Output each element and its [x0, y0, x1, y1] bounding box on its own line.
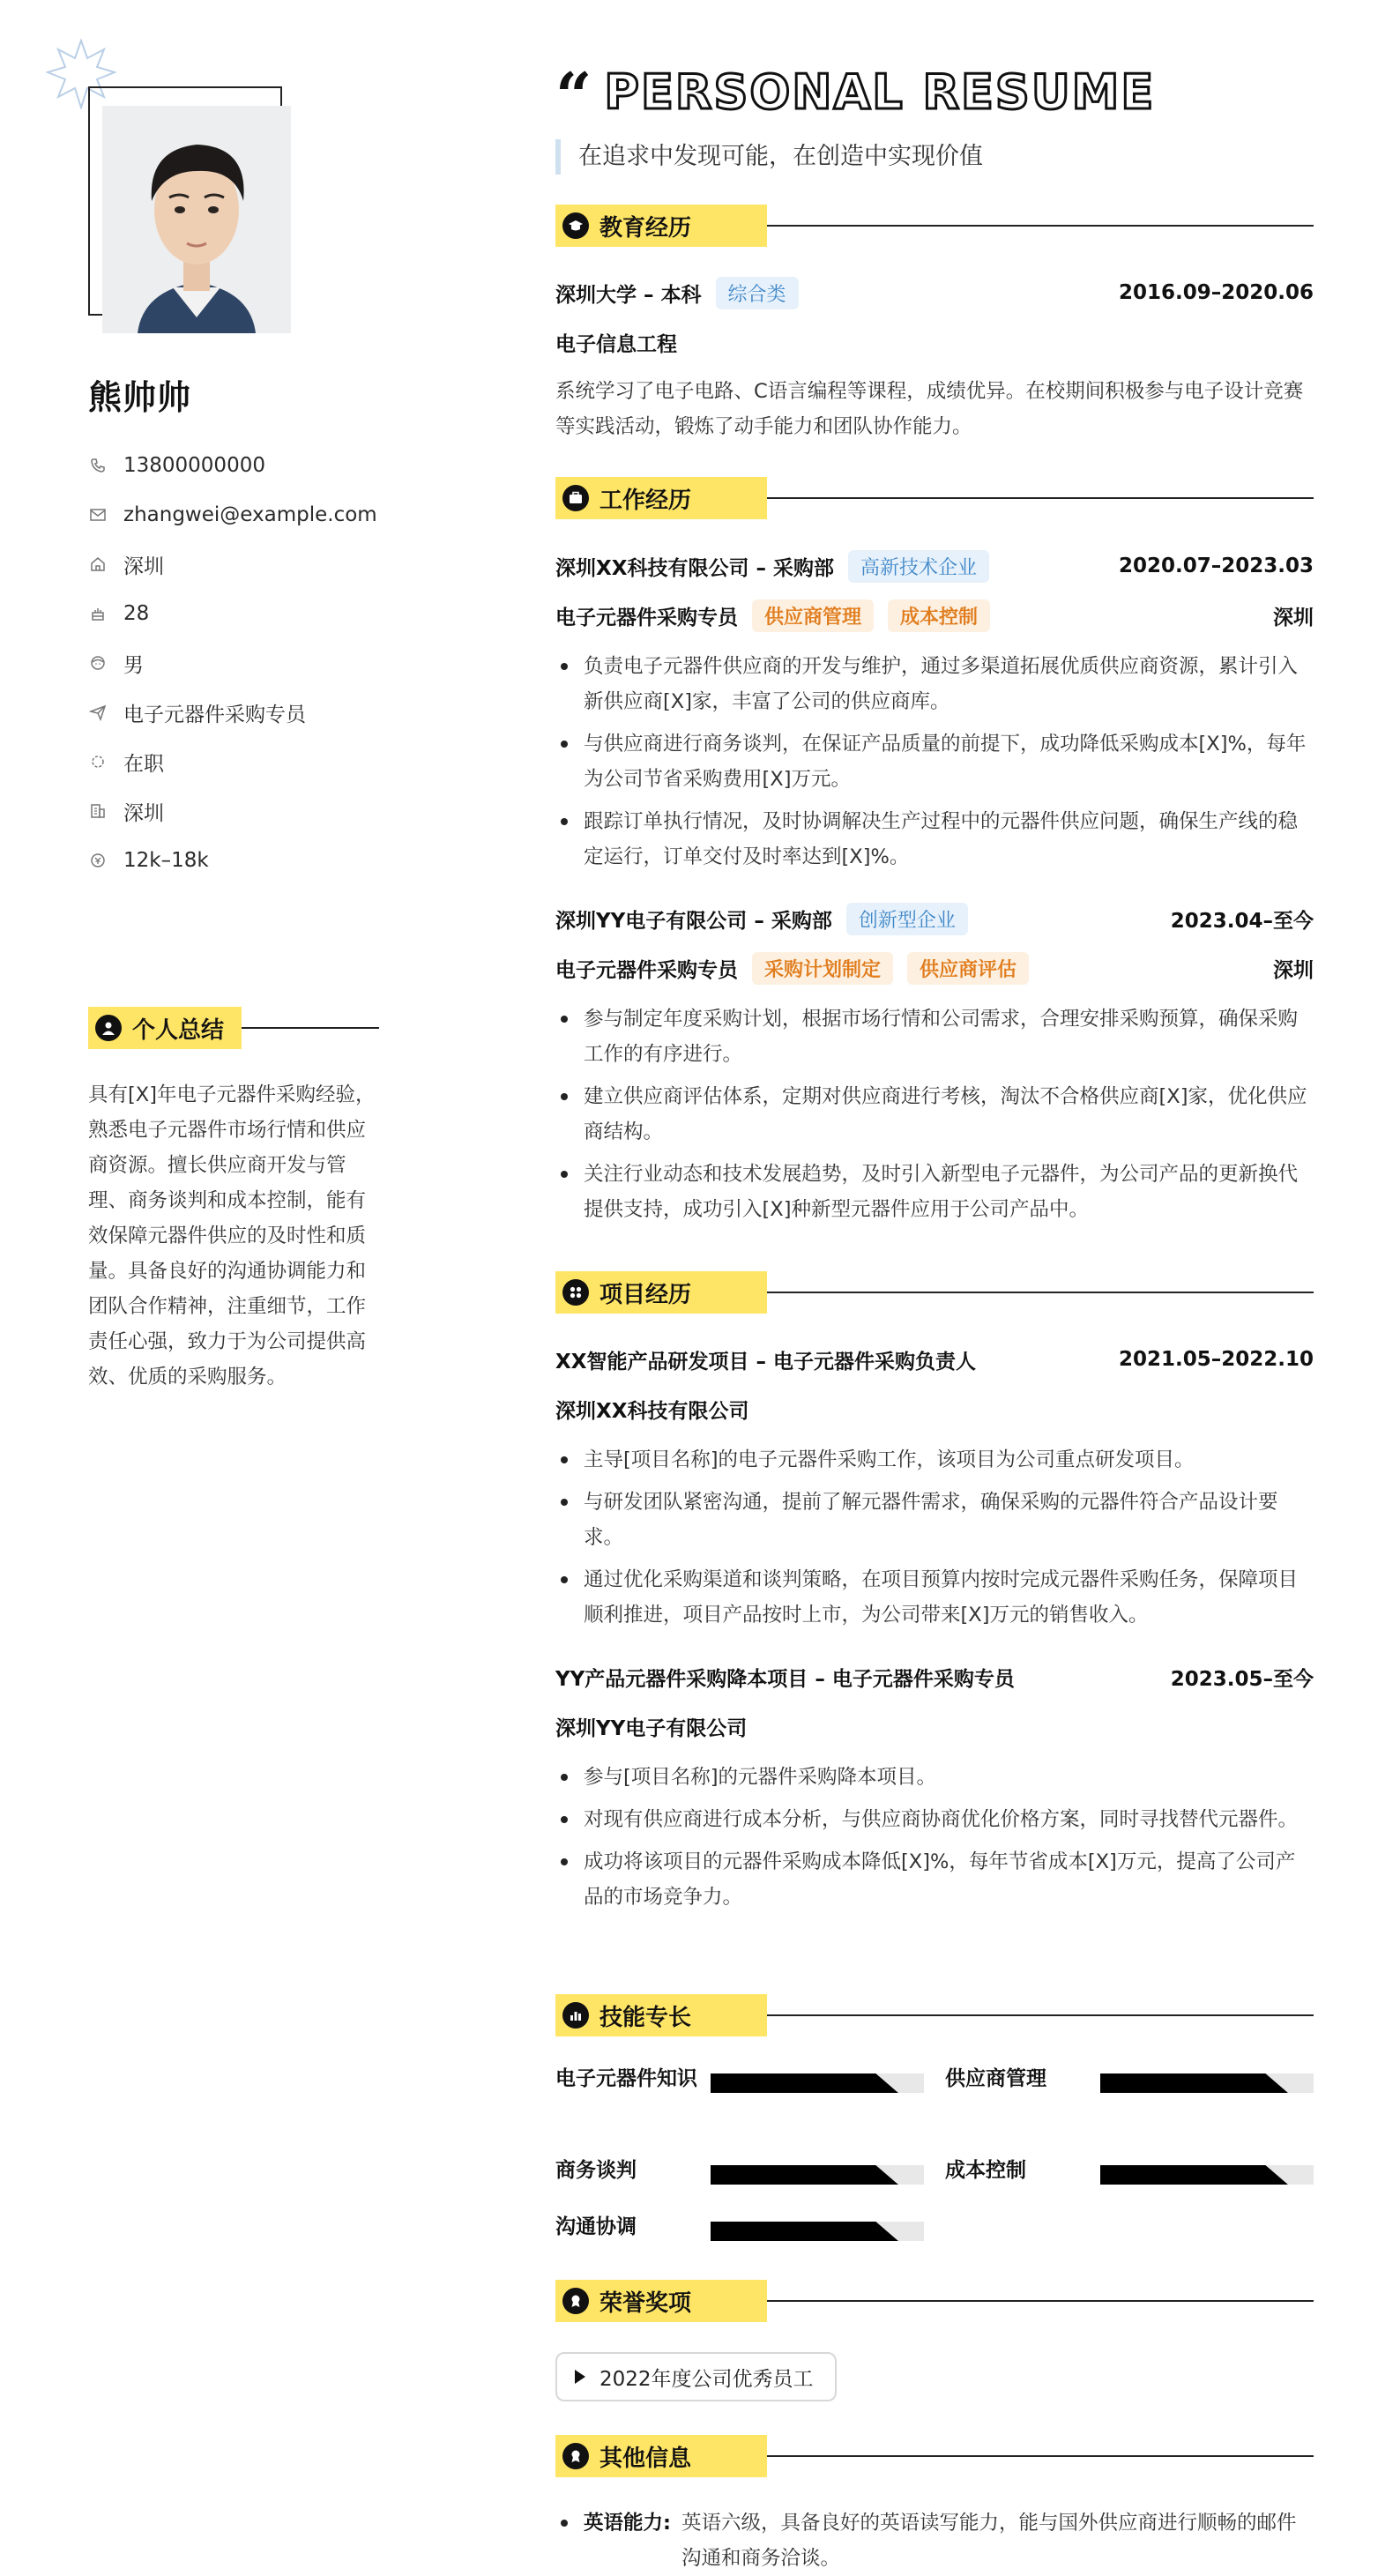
- company-tag: 创新型企业: [846, 903, 968, 935]
- section-title: 其他信息: [599, 2445, 692, 2472]
- divider: [767, 1292, 1314, 1293]
- skill-name: 电子元器件知识: [555, 2067, 697, 2090]
- divider: [242, 1027, 379, 1029]
- summary-heading: [88, 1007, 379, 1049]
- section-title: 教育经历: [599, 214, 692, 242]
- company-name: 深圳XX科技有限公司 – 采购部: [555, 556, 834, 580]
- list-item: 跟踪订单执行情况，及时协调解决生产过程中的元器件供应问题，确保生产线的稳定运行，订单交付及时率达到[X]%。: [555, 804, 1314, 875]
- role: 电子元器件采购专员: [555, 958, 738, 982]
- play-icon: [575, 2370, 585, 2384]
- list-item: 负责电子元器件供应商的开发与维护，通过多渠道拓展优质供应商资源，累计引入新供应商[X]家，丰富了公司的供应商库。: [555, 649, 1314, 719]
- contact-email: [88, 490, 377, 540]
- skill-tag: 供应商管理: [752, 599, 874, 632]
- summary-text: 具有[X]年电子元器件采购经验，熟悉电子元器件市场行情和供应商资源。擅长供应商开发与管理、商务谈判和成本控制，能有效保障元器件供应的及时性和质量。具备良好的沟通协调能力和团队合作精神，注重细节，工作责任心强，致力于为公司提供高效、优质的采购服务。: [88, 1083, 376, 1389]
- graduation-cap-icon: [562, 212, 589, 239]
- user-icon: [95, 1015, 122, 1041]
- skill-bar-fill: [1100, 2165, 1288, 2185]
- chart-icon: [562, 2002, 589, 2029]
- divider: [767, 2300, 1314, 2302]
- school-name: 深圳大学 – 本科: [555, 283, 702, 307]
- project-name: YY产品元器件采购降本项目 – 电子元器件采购专员: [555, 1667, 1015, 1691]
- skill-bar-fill: [1100, 2073, 1288, 2093]
- briefcase-icon: [562, 485, 589, 511]
- education-entry: [555, 268, 1314, 444]
- work-entry: [555, 894, 1314, 1234]
- list-item: 参与制定年度采购计划，根据市场行情和公司需求，合理安排采购预算，确保采购工作的有序进行。: [555, 1001, 1314, 1072]
- contact-text: 深圳: [123, 555, 164, 578]
- list-item: 与供应商进行商务谈判，在保证产品质量的前提下，成功降低采购成本[X]%，每年为公司节省采购费用[X]万元。: [555, 726, 1314, 797]
- honor-text: 2022年度公司优秀员工: [599, 2367, 814, 2391]
- send-icon: [88, 703, 108, 722]
- phone-icon: [88, 456, 108, 475]
- contact-text: 在职: [123, 752, 164, 776]
- project-name: XX智能产品研发项目 – 电子元器件采购负责人: [555, 1350, 976, 1374]
- contact-age: [88, 589, 377, 638]
- work-city: 深圳: [1273, 958, 1314, 982]
- cake-icon: [88, 604, 108, 623]
- education-desc: 系统学习了电子电路、C语言编程等课程，成绩优异。在校期间积极参与电子设计竞赛等实践活动，锻炼了动手能力和团队协作能力。: [555, 380, 1304, 438]
- contact-text: 13800000000: [123, 454, 265, 477]
- contact-phone: [88, 441, 377, 490]
- contact-text: 电子元器件采购专员: [123, 703, 306, 726]
- section-projects-heading: [555, 1271, 1314, 1314]
- contact-list: [88, 441, 377, 885]
- contact-text: zhangwei@example.com: [123, 503, 377, 526]
- list-item: 与研发团队紧密沟通，提前了解元器件需求，确保采购的元器件符合产品设计要求。: [555, 1485, 1314, 1555]
- list-item: 关注行业动态和技术发展趋势，及时引入新型电子元器件，为公司产品的更新换代提供支持，成功引入[X]种新型元器件应用于公司产品中。: [555, 1157, 1314, 1227]
- contact-salary: [88, 836, 377, 885]
- list-item: 主导[项目名称]的电子元器件采购工作，该项目为公司重点研发项目。: [555, 1442, 1314, 1478]
- skill-bar: [711, 2165, 924, 2185]
- skill-tag: 成本控制: [888, 599, 990, 632]
- work-city: 深圳: [1273, 606, 1314, 629]
- project-company: 深圳XX科技有限公司: [555, 1399, 749, 1423]
- summary-title: 个人总结: [132, 1016, 225, 1044]
- list-item: 对现有供应商进行成本分析，与供应商协商优化价格方案，同时寻找替代元器件。: [555, 1802, 1314, 1837]
- list-item: 参与[项目名称]的元器件采购降本项目。: [555, 1760, 1314, 1795]
- skill-name: 商务谈判: [555, 2159, 637, 2182]
- contact-text: 深圳: [123, 801, 164, 825]
- skill-bar: [1100, 2073, 1314, 2093]
- tagline: 在追求中发现可能，在创造中实现价值: [555, 139, 983, 175]
- list-item: 通过优化采购渠道和谈判策略，在项目预算内按时完成元器件采购任务，保障项目顺利推进，项目产品按时上市，为公司带来[X]万元的销售收入。: [555, 1562, 1314, 1633]
- contact-text: 男: [123, 653, 144, 677]
- section-education-heading: [555, 205, 1314, 247]
- major: 电子信息工程: [555, 332, 677, 356]
- section-title: 项目经历: [599, 1281, 692, 1308]
- skill-name: 成本控制: [945, 2159, 1026, 2182]
- contact-status: [88, 737, 377, 786]
- skill-bar-fill: [711, 2165, 898, 2185]
- skill-tag: 采购计划制定: [752, 952, 893, 985]
- skill-bar-fill: [711, 2222, 898, 2241]
- project-entry: [555, 1652, 1314, 1922]
- skill-bar-fill: [711, 2073, 898, 2093]
- divider: [767, 2014, 1314, 2016]
- skill-item: [945, 2061, 1324, 2111]
- divider: [767, 225, 1314, 227]
- avatar: [102, 106, 291, 333]
- project-entry: [555, 1335, 1314, 1640]
- contact-position: [88, 688, 377, 737]
- skill-item: [945, 2153, 1324, 2202]
- page-title: PERSONAL RESUME: [604, 63, 1156, 120]
- list-item: [555, 2505, 1314, 2576]
- status-icon: [88, 752, 108, 771]
- sidebar: [0, 0, 494, 2576]
- skill-bar: [1100, 2165, 1314, 2185]
- contact-text: 12k–18k: [123, 849, 209, 872]
- skill-bar: [711, 2222, 924, 2241]
- section-skills-heading: [555, 1994, 1314, 2036]
- award-icon: [562, 2288, 589, 2314]
- list-item: 建立供应商评估体系，定期对供应商进行考核，淘汰不合格供应商[X]家，优化供应商结构。: [555, 1079, 1314, 1150]
- company-name: 深圳YY电子有限公司 – 采购部: [555, 909, 832, 933]
- work-entry: [555, 541, 1314, 882]
- divider: [767, 2455, 1314, 2457]
- contact-gender: [88, 638, 377, 688]
- building-icon: [88, 801, 108, 821]
- contact-home: [88, 540, 377, 589]
- contact-city: [88, 786, 377, 836]
- project-date: 2023.05–至今: [1170, 1667, 1314, 1691]
- project-company: 深圳YY电子有限公司: [555, 1716, 748, 1740]
- skill-tag: 供应商评估: [907, 952, 1029, 985]
- info-text: 英语六级，具备良好的英语读写能力，能与国外供应商进行顺畅的邮件沟通和商务洽谈。: [681, 2512, 1297, 2570]
- skill-name: 供应商管理: [945, 2067, 1046, 2090]
- info-label: 英语能力:: [584, 2512, 671, 2535]
- skill-item: [555, 2153, 935, 2202]
- education-date: 2016.09–2020.06: [1118, 281, 1314, 304]
- skill-item: [555, 2061, 935, 2111]
- list-item: 成功将该项目的元器件采购成本降低[X]%，每年节省成本[X]万元，提高了公司产品的市场竞争力。: [555, 1844, 1314, 1915]
- divider: [767, 497, 1314, 499]
- other-info-list: [555, 2505, 1314, 2576]
- award-icon: [562, 2443, 589, 2469]
- project-date: 2021.05–2022.10: [1118, 1348, 1314, 1371]
- home-icon: [88, 555, 108, 574]
- salary-icon: [88, 851, 108, 870]
- gender-icon: [88, 653, 108, 673]
- work-date: 2020.07–2023.03: [1118, 555, 1314, 577]
- skill-item: [555, 2209, 935, 2259]
- section-work-heading: [555, 477, 1314, 519]
- school-tag: 综合类: [716, 277, 799, 309]
- mail-icon: [88, 505, 108, 525]
- work-date: 2023.04–至今: [1170, 909, 1314, 933]
- contact-text: 28: [123, 602, 150, 625]
- role: 电子元器件采购专员: [555, 606, 738, 629]
- grid-icon: [562, 1279, 589, 1306]
- quote-icon: “: [555, 58, 592, 133]
- resume-title: [555, 56, 1156, 133]
- section-title: 技能专长: [599, 2004, 692, 2031]
- section-title: 荣誉奖项: [599, 2289, 692, 2317]
- honor-badge: [555, 2352, 837, 2401]
- section-other-heading: [555, 2435, 1314, 2477]
- section-title: 工作经历: [599, 487, 692, 514]
- skill-name: 沟通协调: [555, 2215, 637, 2238]
- profile-name: 熊帅帅: [88, 378, 192, 417]
- section-honors-heading: [555, 2280, 1314, 2322]
- skill-bar: [711, 2073, 924, 2093]
- company-tag: 高新技术企业: [848, 550, 989, 583]
